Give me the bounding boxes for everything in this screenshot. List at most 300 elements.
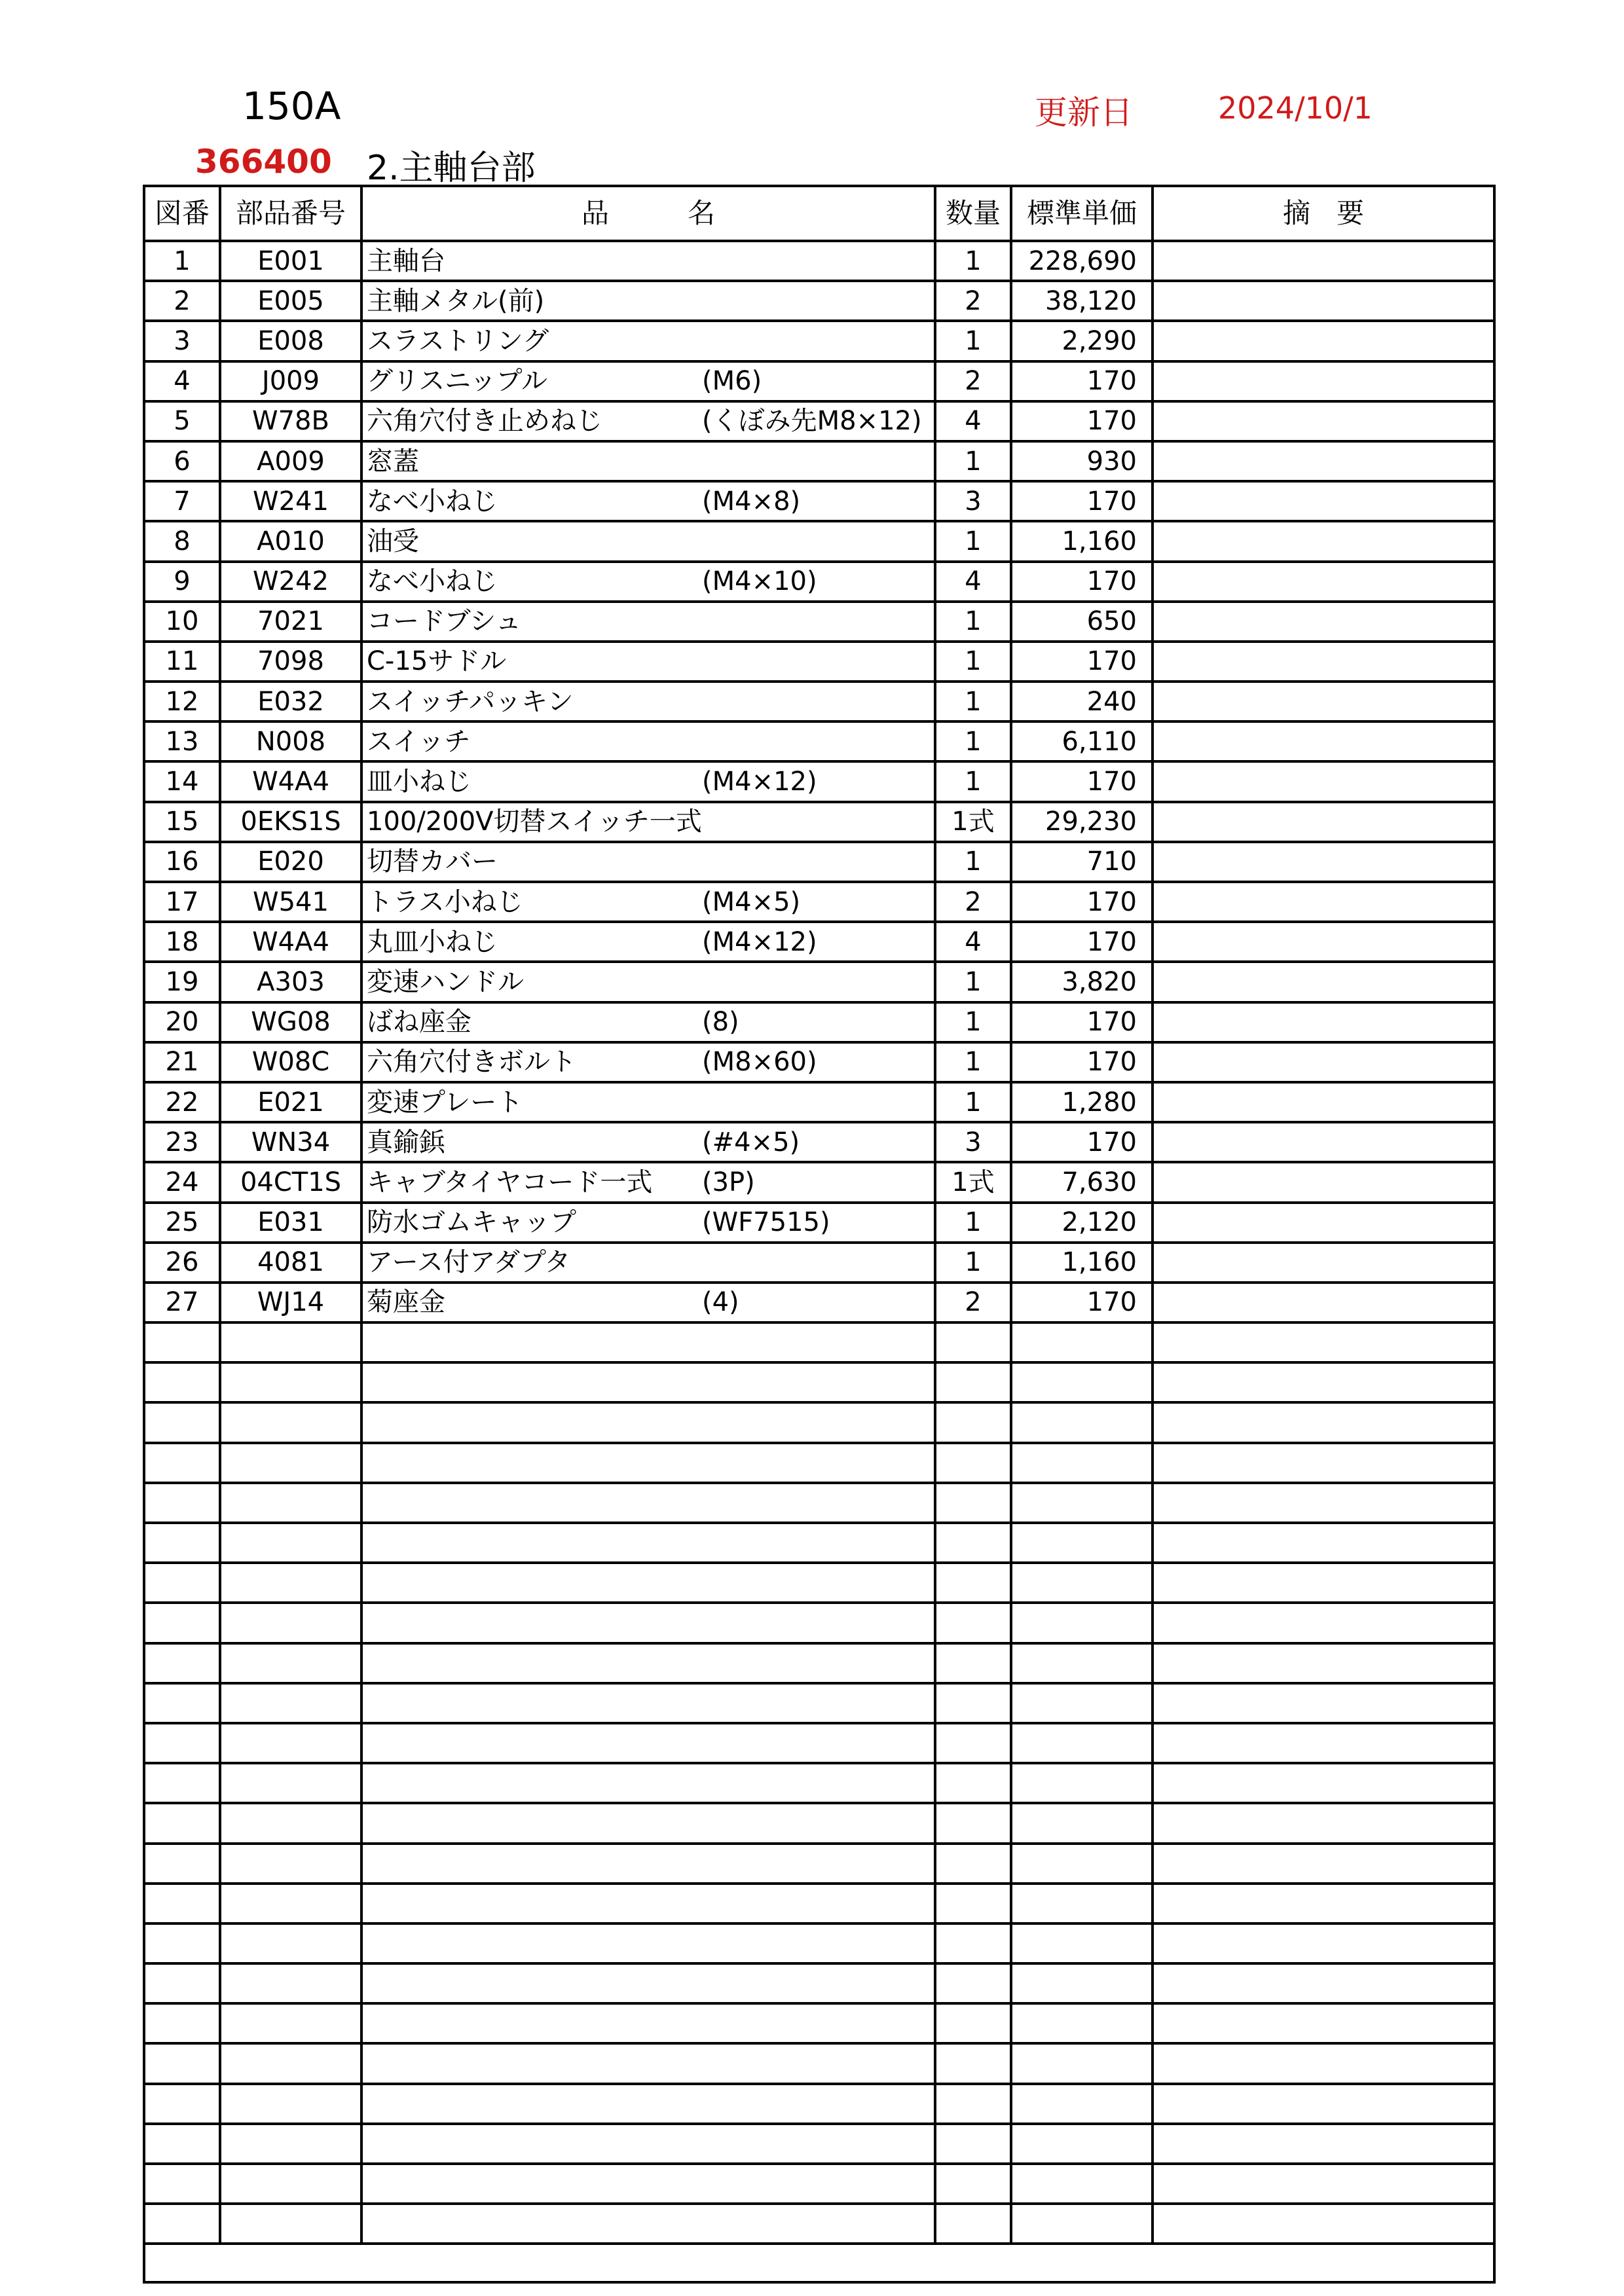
unit-price-cell: [1011, 1803, 1153, 1843]
drawing-no-cell: 12: [144, 682, 220, 721]
table-row: [144, 1082, 1494, 1122]
unit-price-cell: [1011, 1643, 1153, 1683]
header-remarks-b: 要: [1337, 197, 1365, 229]
part-no-cell: [220, 1683, 361, 1723]
unit-price-cell: [1011, 1523, 1153, 1563]
item-name: なべ小ねじ: [367, 566, 498, 597]
quantity-cell: 2: [935, 1283, 1011, 1322]
unit-price-cell: 38,120: [1011, 281, 1153, 321]
part-no-cell: [220, 2003, 361, 2043]
quantity-cell: 1: [935, 761, 1011, 801]
table-row: [144, 1122, 1494, 1162]
table-row-empty: [144, 1402, 1494, 1442]
remarks-cell: [1153, 962, 1494, 1002]
item-name-cell: [361, 682, 935, 721]
remarks-cell: [1153, 1803, 1494, 1843]
remarks-cell: [1153, 1563, 1494, 1603]
remarks-cell: [1153, 761, 1494, 801]
update-date-label: 更新日: [1035, 94, 1133, 132]
drawing-no-cell: 15: [144, 802, 220, 842]
quantity-cell: 1: [935, 321, 1011, 361]
header-remarks-a: 摘: [1282, 197, 1310, 229]
item-name-cell: [361, 562, 935, 602]
table-row: [144, 1042, 1494, 1082]
unit-price-cell: [1011, 1844, 1153, 1884]
item-name-cell: [361, 1844, 935, 1884]
unit-price-cell: [1011, 1322, 1153, 1362]
quantity-cell: 4: [935, 922, 1011, 962]
unit-price-cell: 170: [1011, 1002, 1153, 1042]
table-row-empty: [144, 1643, 1494, 1683]
table-row-empty: [144, 1844, 1494, 1884]
item-name: コードブシュ: [367, 606, 522, 637]
quantity-cell: [935, 1523, 1011, 1563]
part-no-cell: [220, 2084, 361, 2124]
table-footer-row: [144, 2244, 1494, 2282]
remarks-cell: [1153, 1963, 1494, 2003]
drawing-no-cell: [144, 2084, 220, 2124]
item-name: 六角穴付き止めねじ: [367, 406, 602, 437]
part-no-cell: 04CT1S: [220, 1162, 361, 1202]
item-name-cell: [361, 1723, 935, 1763]
quantity-cell: [935, 1483, 1011, 1523]
item-name-cell: [361, 1603, 935, 1643]
parts-table: [143, 185, 1496, 2284]
item-spec: (WF7515): [702, 1207, 830, 1238]
quantity-cell: 1: [935, 241, 1011, 281]
unit-price-cell: 3,820: [1011, 962, 1153, 1002]
unit-price-cell: 240: [1011, 682, 1153, 721]
table-row: [144, 1162, 1494, 1202]
item-name-cell: [361, 1243, 935, 1283]
quantity-cell: [935, 1322, 1011, 1362]
item-spec: (M4×10): [702, 566, 817, 597]
unit-price-cell: 2,120: [1011, 1203, 1153, 1243]
remarks-cell: [1153, 2043, 1494, 2083]
quantity-cell: [935, 1563, 1011, 1603]
table-row-empty: [144, 1723, 1494, 1763]
item-name-cell: [361, 1402, 935, 1442]
header-item-name: [361, 186, 935, 241]
remarks-cell: [1153, 1643, 1494, 1683]
remarks-cell: [1153, 562, 1494, 602]
drawing-no-cell: 10: [144, 602, 220, 642]
remarks-cell: [1153, 842, 1494, 882]
item-name-cell: [361, 1483, 935, 1523]
remarks-cell: [1153, 1523, 1494, 1563]
unit-price-cell: 7,630: [1011, 1162, 1153, 1202]
part-no-cell: E008: [220, 321, 361, 361]
item-name-cell: [361, 321, 935, 361]
part-no-cell: [220, 1443, 361, 1483]
table-row-empty: [144, 1603, 1494, 1643]
drawing-no-cell: [144, 1803, 220, 1843]
remarks-cell: [1153, 2204, 1494, 2244]
unit-price-cell: 930: [1011, 441, 1153, 481]
quantity-cell: 4: [935, 562, 1011, 602]
drawing-no-cell: 3: [144, 321, 220, 361]
remarks-cell: [1153, 1002, 1494, 1042]
unit-price-cell: 170: [1011, 361, 1153, 401]
quantity-cell: 1: [935, 1203, 1011, 1243]
drawing-no-cell: 16: [144, 842, 220, 882]
table-row: [144, 361, 1494, 401]
table-row-empty: [144, 1884, 1494, 1923]
header-drawing-no: 図番: [144, 186, 220, 241]
remarks-cell: [1153, 241, 1494, 281]
quantity-cell: [935, 1402, 1011, 1442]
quantity-cell: [935, 2003, 1011, 2043]
table-header-row: [144, 186, 1494, 241]
item-name: 菊座金: [367, 1287, 445, 1318]
remarks-cell: [1153, 1283, 1494, 1322]
part-no-cell: W78B: [220, 401, 361, 441]
table-row-empty: [144, 1923, 1494, 1963]
unit-price-cell: [1011, 1483, 1153, 1523]
quantity-cell: 1: [935, 682, 1011, 721]
table-row: [144, 721, 1494, 761]
item-name: 防水ゴムキャップ: [367, 1207, 576, 1238]
unit-price-cell: 6,110: [1011, 721, 1153, 761]
item-spec: (くぼみ先M8×12): [702, 406, 922, 437]
item-spec: (M8×60): [702, 1047, 817, 1078]
item-name: スイッチパッキン: [367, 686, 574, 717]
part-no-cell: E032: [220, 682, 361, 721]
item-name: 切替カバー: [367, 847, 498, 877]
drawing-no-cell: [144, 1884, 220, 1923]
quantity-cell: [935, 1844, 1011, 1884]
table-row: [144, 962, 1494, 1002]
remarks-cell: [1153, 1162, 1494, 1202]
remarks-cell: [1153, 1082, 1494, 1122]
unit-price-cell: [1011, 2084, 1153, 2124]
remarks-cell: [1153, 1322, 1494, 1362]
remarks-cell: [1153, 682, 1494, 721]
unit-price-cell: [1011, 2124, 1153, 2164]
table-row-empty: [144, 2164, 1494, 2204]
remarks-cell: [1153, 281, 1494, 321]
unit-price-cell: [1011, 2043, 1153, 2083]
header-unit-price: 標準単価: [1011, 186, 1153, 241]
remarks-cell: [1153, 802, 1494, 842]
table-row: [144, 682, 1494, 721]
remarks-cell: [1153, 2084, 1494, 2124]
drawing-no-cell: [144, 2204, 220, 2244]
section-code: 366400: [195, 143, 332, 181]
item-name-cell: [361, 642, 935, 682]
remarks-cell: [1153, 922, 1494, 962]
drawing-no-cell: [144, 1963, 220, 2003]
drawing-no-cell: 14: [144, 761, 220, 801]
drawing-no-cell: 26: [144, 1243, 220, 1283]
item-name-cell: [361, 1322, 935, 1362]
item-spec: (M4×12): [702, 926, 817, 957]
quantity-cell: [935, 2164, 1011, 2204]
drawing-no-cell: 18: [144, 922, 220, 962]
remarks-cell: [1153, 361, 1494, 401]
update-date-value: 2024/10/1: [1218, 90, 1373, 126]
drawing-no-cell: 17: [144, 882, 220, 922]
table-row-empty: [144, 2124, 1494, 2164]
item-name-cell: [361, 882, 935, 922]
unit-price-cell: [1011, 1923, 1153, 1963]
table-row-empty: [144, 1803, 1494, 1843]
table-row: [144, 922, 1494, 962]
item-name: 100/200V切替スイッチ一式: [367, 807, 702, 837]
part-no-cell: W4A4: [220, 761, 361, 801]
remarks-cell: [1153, 602, 1494, 642]
part-no-cell: [220, 1763, 361, 1803]
drawing-no-cell: [144, 1443, 220, 1483]
drawing-no-cell: 8: [144, 521, 220, 561]
quantity-cell: 2: [935, 281, 1011, 321]
item-spec: (4): [702, 1287, 739, 1318]
remarks-cell: [1153, 1603, 1494, 1643]
item-name: スラストリング: [367, 325, 549, 356]
item-name: 主軸メタル(前): [367, 285, 545, 316]
unit-price-cell: 650: [1011, 602, 1153, 642]
item-name-cell: [361, 401, 935, 441]
item-name-cell: [361, 481, 935, 521]
remarks-cell: [1153, 1884, 1494, 1923]
unit-price-cell: 1,160: [1011, 1243, 1153, 1283]
table-row-empty: [144, 2003, 1494, 2043]
drawing-no-cell: 24: [144, 1162, 220, 1202]
quantity-cell: [935, 1362, 1011, 1402]
part-no-cell: [220, 1803, 361, 1843]
item-name: トラス小ねじ: [367, 886, 523, 917]
table-row-empty: [144, 2204, 1494, 2244]
drawing-no-cell: 13: [144, 721, 220, 761]
table-row: [144, 481, 1494, 521]
table-row-empty: [144, 1483, 1494, 1523]
table-row: [144, 1283, 1494, 1322]
drawing-no-cell: [144, 1844, 220, 1884]
table-row: [144, 842, 1494, 882]
item-name-cell: [361, 1884, 935, 1923]
quantity-cell: [935, 1643, 1011, 1683]
part-no-cell: [220, 2204, 361, 2244]
header-item-name-a: 品: [581, 197, 609, 229]
quantity-cell: 1: [935, 441, 1011, 481]
drawing-no-cell: [144, 1603, 220, 1643]
parts-table-body: [144, 241, 1494, 2282]
quantity-cell: 1式: [935, 1162, 1011, 1202]
table-row-empty: [144, 1763, 1494, 1803]
part-no-cell: E020: [220, 842, 361, 882]
part-no-cell: W541: [220, 882, 361, 922]
item-name: 皿小ねじ: [367, 767, 471, 797]
item-name-cell: [361, 922, 935, 962]
drawing-no-cell: [144, 2124, 220, 2164]
item-name: 主軸台: [367, 246, 445, 276]
table-row: [144, 241, 1494, 281]
unit-price-cell: 170: [1011, 1283, 1153, 1322]
item-name-cell: [361, 441, 935, 481]
quantity-cell: 2: [935, 882, 1011, 922]
table-row-empty: [144, 1563, 1494, 1603]
table-row: [144, 882, 1494, 922]
remarks-cell: [1153, 1763, 1494, 1803]
drawing-no-cell: [144, 1483, 220, 1523]
item-name-cell: [361, 1563, 935, 1603]
drawing-no-cell: 21: [144, 1042, 220, 1082]
item-name-cell: [361, 1803, 935, 1843]
remarks-cell: [1153, 1483, 1494, 1523]
remarks-cell: [1153, 721, 1494, 761]
unit-price-cell: 170: [1011, 1122, 1153, 1162]
remarks-cell: [1153, 401, 1494, 441]
item-name-cell: [361, 1203, 935, 1243]
quantity-cell: 1式: [935, 802, 1011, 842]
item-name-cell: [361, 2043, 935, 2083]
drawing-no-cell: 9: [144, 562, 220, 602]
drawing-no-cell: [144, 1643, 220, 1683]
quantity-cell: [935, 1723, 1011, 1763]
drawing-no-cell: [144, 1683, 220, 1723]
item-name: 変速ハンドル: [367, 966, 524, 997]
quantity-cell: 1: [935, 1243, 1011, 1283]
quantity-cell: [935, 1884, 1011, 1923]
item-name-cell: [361, 2124, 935, 2164]
drawing-no-cell: [144, 1322, 220, 1362]
table-row: [144, 1203, 1494, 1243]
table-row-empty: [144, 1963, 1494, 2003]
drawing-no-cell: 1: [144, 241, 220, 281]
item-name: 窓蓋: [367, 446, 419, 477]
table-row-empty: [144, 2043, 1494, 2083]
drawing-no-cell: 2: [144, 281, 220, 321]
table-row: [144, 521, 1494, 561]
remarks-cell: [1153, 882, 1494, 922]
section-title: 2.主軸台部: [367, 149, 536, 188]
part-no-cell: 4081: [220, 1243, 361, 1283]
table-row: [144, 401, 1494, 441]
unit-price-cell: 1,160: [1011, 521, 1153, 561]
item-name-cell: [361, 2003, 935, 2043]
part-no-cell: [220, 1844, 361, 1884]
table-row: [144, 1002, 1494, 1042]
header-part-no: 部品番号: [220, 186, 361, 241]
part-no-cell: W4A4: [220, 922, 361, 962]
unit-price-cell: [1011, 2164, 1153, 2204]
drawing-no-cell: 7: [144, 481, 220, 521]
quantity-cell: [935, 1763, 1011, 1803]
item-name: 六角穴付きボルト: [367, 1047, 576, 1078]
drawing-no-cell: [144, 1523, 220, 1563]
part-no-cell: WG08: [220, 1002, 361, 1042]
item-name: 油受: [367, 526, 419, 556]
item-name-cell: [361, 1523, 935, 1563]
part-no-cell: [220, 1643, 361, 1683]
item-name: なべ小ねじ: [367, 486, 498, 517]
part-no-cell: 7098: [220, 642, 361, 682]
item-name-cell: [361, 2164, 935, 2204]
item-name-cell: [361, 1643, 935, 1683]
remarks-cell: [1153, 1203, 1494, 1243]
drawing-no-cell: [144, 1563, 220, 1603]
item-name-cell: [361, 1763, 935, 1803]
part-no-cell: [220, 1402, 361, 1442]
item-name-cell: [361, 1082, 935, 1122]
item-name-cell: [361, 962, 935, 1002]
quantity-cell: 1: [935, 1082, 1011, 1122]
unit-price-cell: [1011, 1443, 1153, 1483]
table-row: [144, 1243, 1494, 1283]
quantity-cell: 4: [935, 401, 1011, 441]
quantity-cell: [935, 1683, 1011, 1723]
table-row-empty: [144, 2084, 1494, 2124]
item-name: アース付アダプタ: [367, 1247, 571, 1278]
drawing-no-cell: [144, 1923, 220, 1963]
part-no-cell: [220, 1923, 361, 1963]
quantity-cell: 1: [935, 602, 1011, 642]
item-name-cell: [361, 1923, 935, 1963]
item-name-cell: [361, 1362, 935, 1402]
table-row: [144, 441, 1494, 481]
unit-price-cell: [1011, 1402, 1153, 1442]
remarks-cell: [1153, 441, 1494, 481]
part-no-cell: J009: [220, 361, 361, 401]
item-spec: (3P): [702, 1167, 755, 1197]
item-spec: (M4×8): [702, 486, 801, 517]
quantity-cell: 2: [935, 361, 1011, 401]
quantity-cell: [935, 2084, 1011, 2124]
quantity-cell: 1: [935, 1002, 1011, 1042]
unit-price-cell: [1011, 1723, 1153, 1763]
part-no-cell: WN34: [220, 1122, 361, 1162]
unit-price-cell: 228,690: [1011, 241, 1153, 281]
item-name: 変速プレート: [367, 1087, 523, 1118]
quantity-cell: 1: [935, 842, 1011, 882]
header-quantity: 数量: [935, 186, 1011, 241]
item-name-cell: [361, 521, 935, 561]
part-no-cell: A303: [220, 962, 361, 1002]
unit-price-cell: [1011, 1963, 1153, 2003]
remarks-cell: [1153, 2124, 1494, 2164]
unit-price-cell: [1011, 2003, 1153, 2043]
drawing-no-cell: [144, 1402, 220, 1442]
model-name: 150A: [242, 84, 341, 128]
remarks-cell: [1153, 1683, 1494, 1723]
table-row-empty: [144, 1322, 1494, 1362]
part-no-cell: [220, 1523, 361, 1563]
part-no-cell: W241: [220, 481, 361, 521]
drawing-no-cell: 20: [144, 1002, 220, 1042]
item-name-cell: [361, 1042, 935, 1082]
header-remarks: [1153, 186, 1494, 241]
unit-price-cell: [1011, 1603, 1153, 1643]
unit-price-cell: 170: [1011, 1042, 1153, 1082]
drawing-no-cell: 27: [144, 1283, 220, 1322]
item-name-cell: [361, 802, 935, 842]
part-no-cell: E001: [220, 241, 361, 281]
item-name-cell: [361, 241, 935, 281]
unit-price-cell: 1,280: [1011, 1082, 1153, 1122]
item-name: スイッチ: [367, 726, 471, 757]
unit-price-cell: [1011, 1362, 1153, 1402]
item-name-cell: [361, 281, 935, 321]
item-name-cell: [361, 2204, 935, 2244]
drawing-no-cell: 11: [144, 642, 220, 682]
remarks-cell: [1153, 1243, 1494, 1283]
item-name-cell: [361, 761, 935, 801]
remarks-cell: [1153, 1923, 1494, 1963]
drawing-no-cell: [144, 1763, 220, 1803]
item-name-cell: [361, 721, 935, 761]
part-no-cell: [220, 2124, 361, 2164]
item-name-cell: [361, 842, 935, 882]
